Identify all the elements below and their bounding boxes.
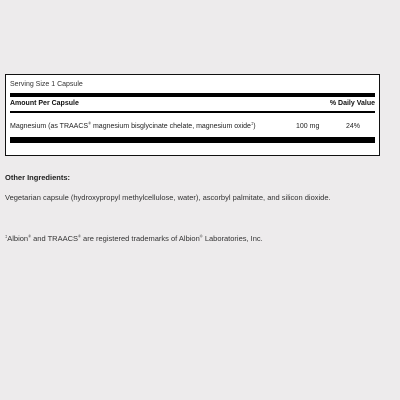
header-divider [10, 111, 375, 113]
amount-per-capsule-header: Amount Per Capsule [10, 100, 79, 107]
thick-divider [10, 93, 375, 97]
trademark-footnote: ‡Albion® and TRAACS® are registered trademarks of Albion® Laboratories, Inc. [5, 233, 263, 243]
bottom-divider [10, 137, 375, 143]
serving-size: Serving Size 1 Capsule [10, 81, 83, 88]
other-ingredients-text: Vegetarian capsule (hydroxypropyl methylcellulose, water), ascorbyl palmitate, and silicon dioxide. [5, 193, 331, 202]
nutrient-amount: 100 mg [296, 123, 320, 130]
daily-value-header: % Daily Value [329, 100, 375, 107]
other-ingredients-label: Other Ingredients: [5, 173, 71, 182]
nutrient-daily-value: 24% [346, 123, 361, 130]
facts-header-row [10, 100, 375, 110]
nutrient-row [10, 120, 375, 133]
supplement-facts-panel [5, 74, 380, 156]
nutrient-name: Magnesium (as TRAACS® magnesium bisglycinate chelate, magnesium oxide‡) [10, 120, 256, 130]
